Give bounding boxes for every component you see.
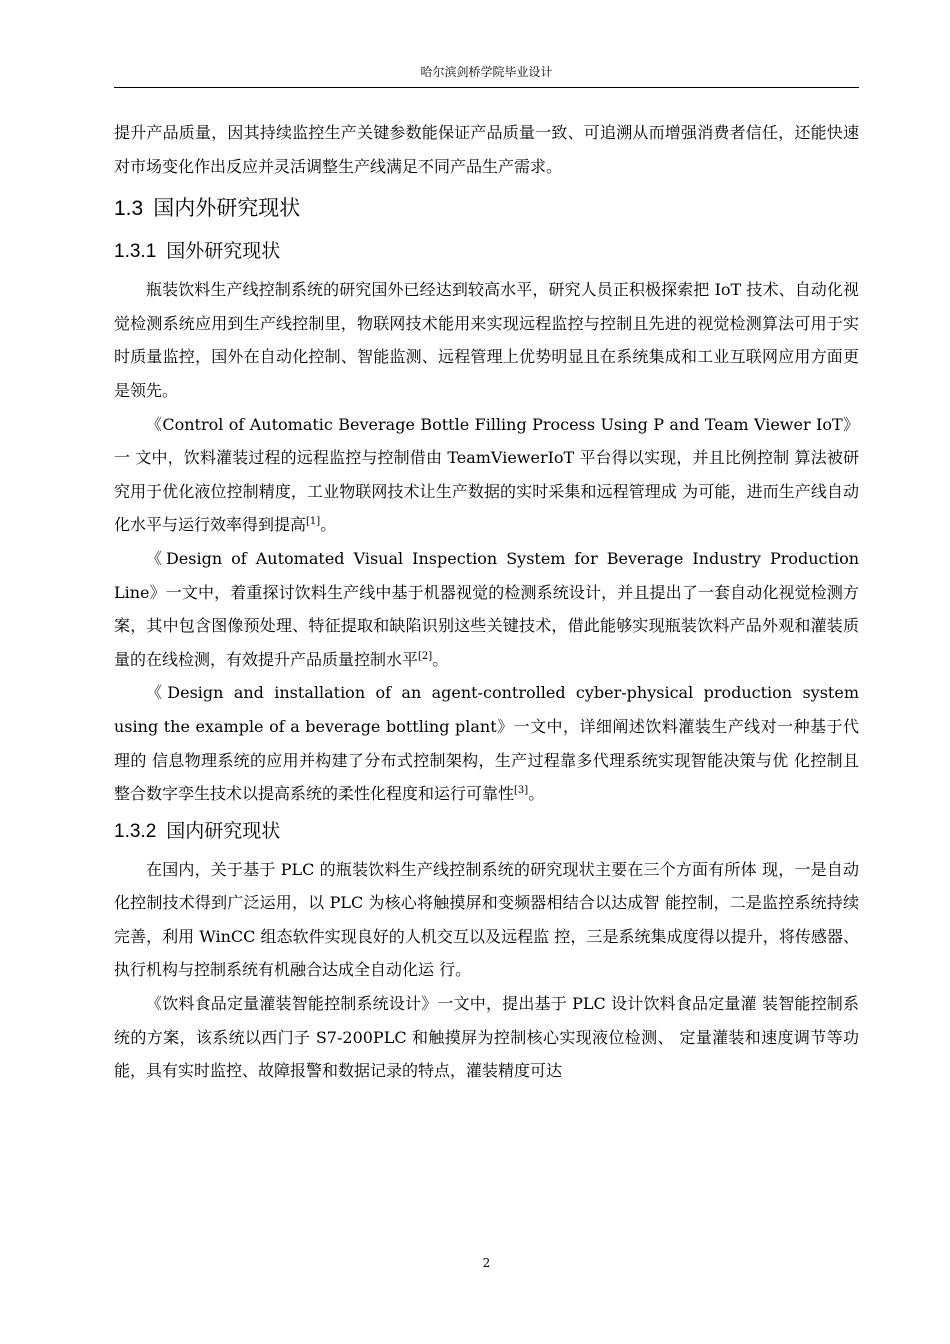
paragraph-text: 《Control of Automatic Beverage Bottle Filling Process Using P and Team Viewer IoT》一 文中，饮料灌装过程的远程监控与控制借由 TeamViewerIoT 平台得以实现，并且比例控制 算法被研究用于优化液位控制精度，工业物联网技术让生产数据的实时采集和远程管理成 为可能，进而生产线自动化水平与运行效率得到提高: [114, 414, 859, 535]
subsection-number: 1.3.1: [114, 241, 157, 263]
paragraph-end: 。: [320, 515, 337, 535]
paragraph-text: 《Design and installation of an agent-controlled cyber-physical production system using the example of a beverage bottling plant》一文中，详细阐述饮料灌装生产线对一种基于代理的 信息物理系统的应用并构建了分布式控制架构，生产过程靠多代理系统实现智能决策与优 化控制且整合数字孪生技术以提高系统的柔性化程度和运行可靠性: [114, 683, 859, 804]
document-body: [114, 116, 859, 1088]
paragraph-ref-3: [114, 676, 859, 810]
citation-3: [3]: [514, 785, 529, 797]
header-divider: [114, 87, 859, 88]
page-number: 2: [482, 1256, 491, 1270]
section-title: 国内外研究现状: [153, 197, 301, 221]
section-number: 1.3: [114, 197, 144, 221]
subsection-heading-1-3-2: [114, 811, 859, 853]
paragraph-ref-1: [114, 408, 859, 542]
paragraph-foreign-overview: 瓶装饮料生产线控制系统的研究国外已经达到较高水平，研究人员正积极探索把 IoT 技术、自动化视觉检测系统应用到生产线控制里，物联网技术能用来实现远程监控与控制且先进的视觉检测算法可用于实时质量监控，国外在自动化控制、智能监测、远程管理上优势明显且在系统集成和工业互联网应用方面更是领先。: [114, 280, 859, 400]
running-header: 哈尔滨剑桥学院毕业设计: [420, 65, 553, 79]
citation-2: [2]: [418, 650, 433, 662]
citation-1: [1]: [306, 516, 321, 528]
paragraph-ref-2: [114, 542, 859, 676]
subsection-title: 国内研究现状: [166, 820, 281, 842]
section-heading-1-3: [114, 187, 859, 231]
paragraph-continued: 提升产品质量，因其持续监控生产关键参数能保证产品质量一致、可追溯从而增强消费者信任，还能快速对市场变化作出反应并灵活调整生产线满足不同产品生产需求。: [114, 123, 859, 176]
subsection-heading-1-3-1: [114, 231, 859, 273]
paragraph-domestic-ref: 《饮料食品定量灌装智能控制系统设计》一文中，提出基于 PLC 设计饮料食品定量灌 装智能控制系统的方案，该系统以西门子 S7-200PLC 和触摸屏为控制核心实现液位检测、 定量灌装和速度调节等功能，具有实时监控、故障报警和数据记录的特点，灌装精度可达: [114, 994, 859, 1081]
paragraph-text: 《Design of Automated Visual Inspection System for Beverage Industry Production Line》一文中，着重探讨饮料生产线中基于机器视觉的检测系统设计，并且提出了一套自动化视觉检测方案，其中包含图像预处理、特征提取和缺陷识别这些关键技术，借此能够实现瓶装饮料产品外观和灌装质量的在线检测，有效提升产品质量控制水平: [114, 548, 860, 669]
paragraph-domestic-overview: 在国内，关于基于 PLC 的瓶装饮料生产线控制系统的研究现状主要在三个方面有所体 现，一是自动化控制技术得到广泛运用，以 PLC 为核心将触摸屏和变频器相结合以达成智 能控制，二是监控系统持续完善，利用 WinCC 组态软件实现良好的人机交互以及远程监 控，三是系统集成度得以提升，将传感器、执行机构与控制系统有机融合达成全自动化运 行。: [114, 859, 859, 980]
paragraph-end: 。: [528, 784, 545, 804]
paragraph-end: 。: [432, 649, 449, 669]
subsection-number: 1.3.2: [114, 820, 157, 842]
subsection-title: 国外研究现状: [166, 241, 281, 263]
